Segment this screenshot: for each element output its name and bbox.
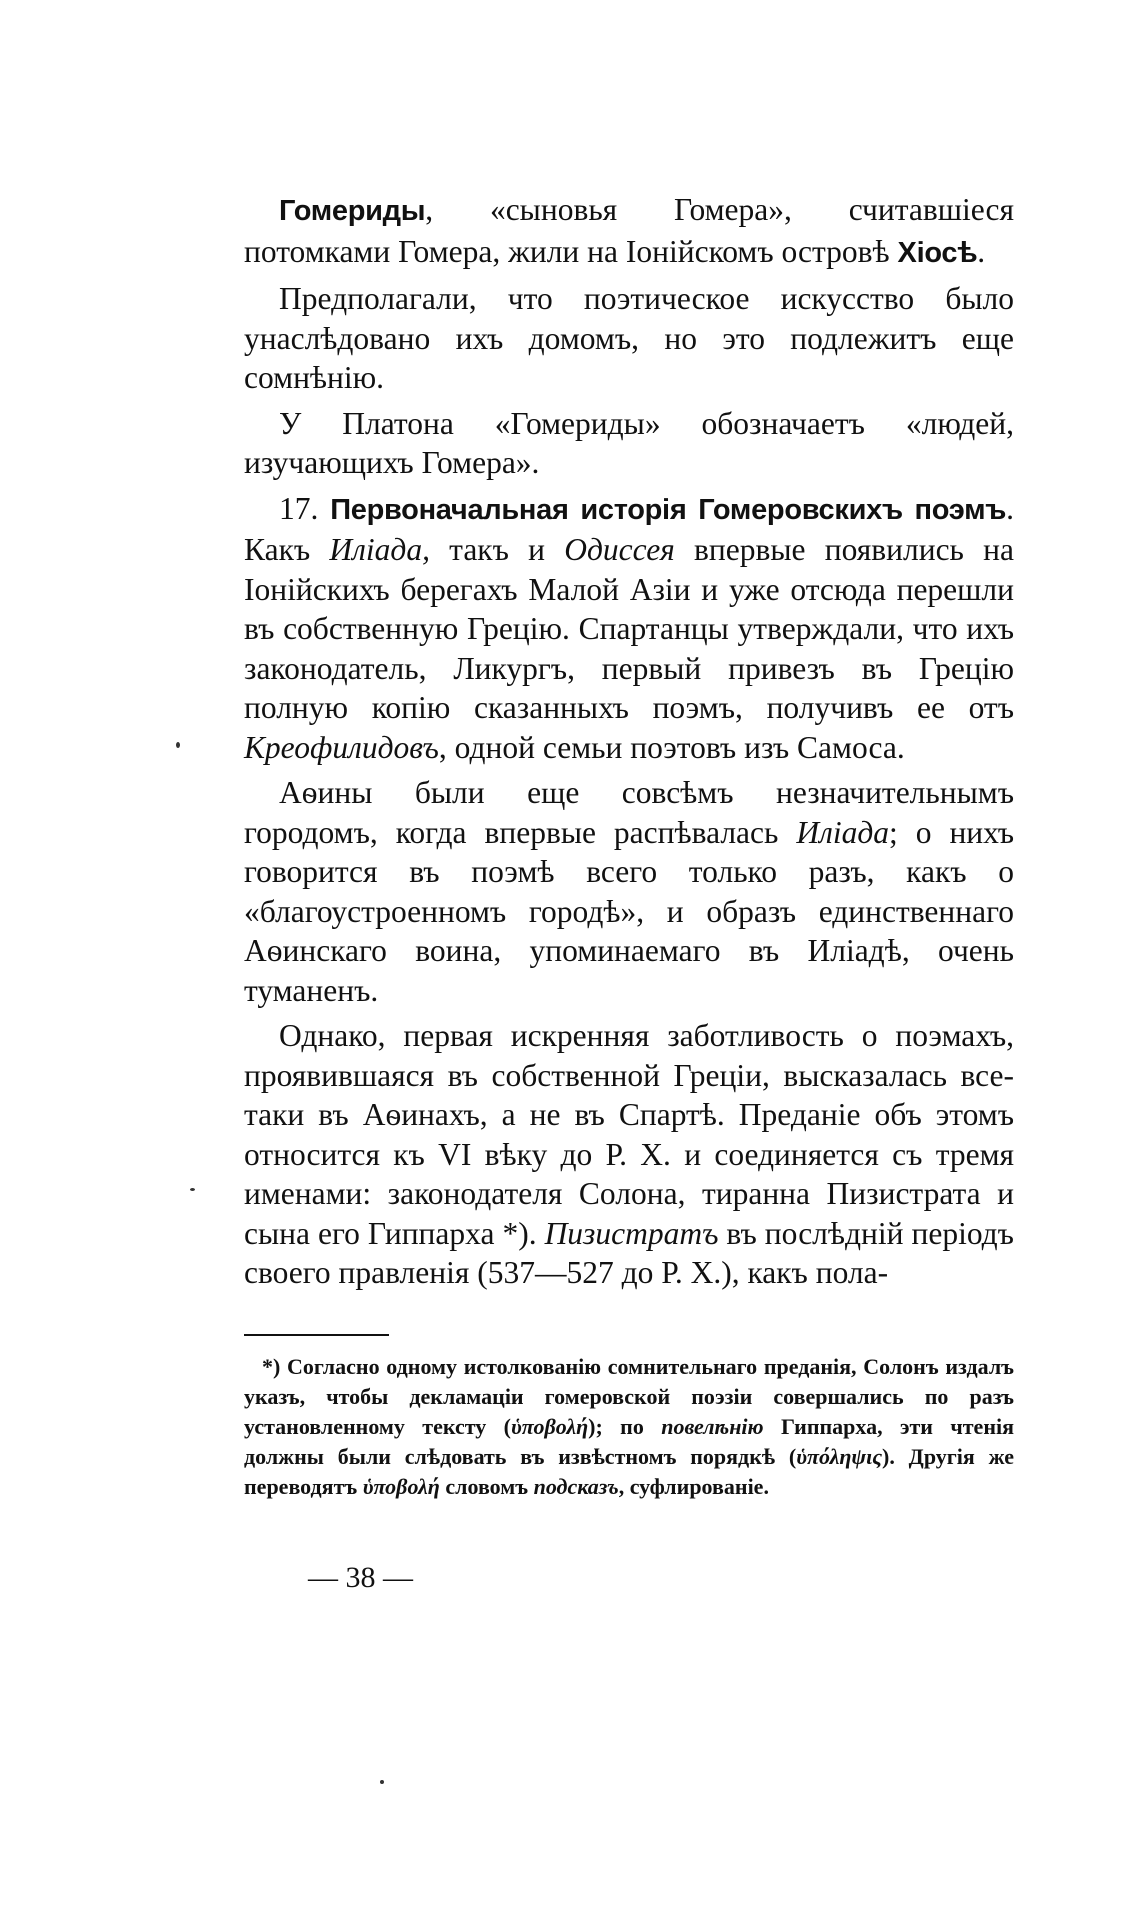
paragraph-first-care [244,1016,1014,1293]
text-run: . Какъ [244,490,1014,567]
italic-run: Иліада, [329,532,430,567]
text-run: ). Другія же переводятъ [244,1444,1014,1499]
text-run: въ послѣдній періодъ своего правленія (537—527 до Р. Х.), какъ пола- [244,1215,1014,1290]
bold-run: Гомериды [279,195,426,227]
text-run: У Платона «Гомериды» обозначаетъ «людей, изучающихъ Гомера». [244,405,1014,480]
paragraph-poetic-art-inheritance [244,279,1014,398]
text-run: , суфлированіе. [618,1474,769,1499]
text-run: Аѳины были еще совсѣмъ незначительнымъ городомъ, когда впервые распѣвалась [244,775,1014,850]
bold-run: Первоначальная исторія Гомеровскихъ поэмъ [330,493,1007,526]
text-run: впервые появились на Іонійскихъ берегахъ Малой Азіи и уже отсюда перешли въ собственную Грецію. Спартанцы утверждали, что ихъ законодатель, Ликургъ, первый привезъ въ Грецію полную копію сказанныхъ поэмъ, получивъ ее отъ [244,532,1014,725]
footnote [244,1352,1014,1502]
text-run: ; о нихъ говорится въ поэмѣ всего только разъ, какъ о «благоустроенномъ городѣ», и образъ единственнаго Аѳинскаго воина, упоминаемаго въ Иліадѣ, очень туманенъ. [244,814,1014,1008]
scan-speck [176,742,180,748]
text-run: Однако, первая искренняя заботливость о поэмахъ, проявившаяся въ собственной Греціи, высказалась все-таки въ Аѳинахъ, а не въ Спартѣ. Преданіе объ этомъ относится къ VI вѣку до Р. Х. и соединяется съ тремя именами: законодателя Солона, тиранна Пизистрата и сына его Гиппарха *). [244,1018,1014,1251]
text-run: такъ и [429,532,565,567]
text-run: . [977,233,986,269]
italic-run: Одиссея [564,532,675,567]
italic-run: подсказъ [533,1474,619,1499]
page-number: — 38 — [308,1561,413,1594]
paragraph-athens-iliad [244,773,1014,1010]
italic-run: повелѣнію [661,1414,764,1439]
text-run: ); по [588,1414,662,1439]
body-text [244,190,1014,1293]
text-run: Гиппарха, эти чтенія должны были слѣдовать въ извѣстномъ порядкѣ ( [244,1414,1015,1469]
italic-run: Иліада [796,814,890,850]
scan-speck [190,1188,195,1191]
paragraph-section-17 [244,489,1014,768]
scan-speck [380,1780,384,1784]
italic-run: ὑποβολή [510,1414,589,1439]
text-run: , одной семьи поэтовъ изъ Самоса. [438,729,905,765]
text-run: Предполагали, что поэтическое искусство было унаслѣдовано ихъ домомъ, но это подлежитъ еще сомнѣнію. [244,281,1014,395]
text-run: *) Согласно одному истолкованію сомнительнаго преданія, Солонъ издалъ указъ, чтобы декламаціи гомеровской поэзіи совершались по разъ установленному тексту ( [244,1354,1014,1439]
italic-run: ὑπόληψις [796,1444,883,1469]
footnote-rule [244,1334,389,1336]
bold-run: Хіосѣ [897,236,978,269]
italic-run: Креофилидовъ [244,729,439,765]
paragraph-plato-homerids [244,404,1014,483]
italic-run: Пизистратъ [544,1215,719,1251]
text-run: 17. [279,490,331,526]
text-run: , «сыновья Гомера», считавшіеся потомками Гомера, жили на Іонійскомъ островѣ [244,192,1014,269]
paragraph-homerids-definition [244,190,1014,273]
italic-run: ὑποβολή [362,1474,440,1499]
text-run: словомъ [439,1474,534,1499]
